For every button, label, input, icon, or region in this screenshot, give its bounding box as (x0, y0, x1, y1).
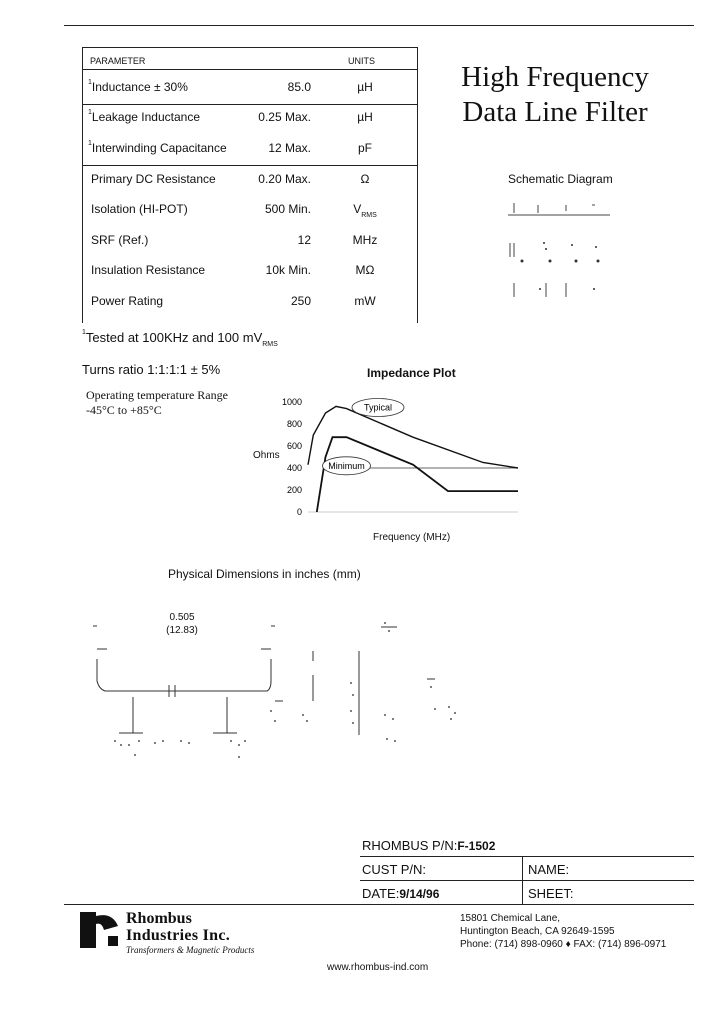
y-tick-label: 1000 (281, 397, 302, 407)
unit-text: V (353, 202, 362, 216)
table-row-unit (340, 172, 390, 186)
row-label-text: Leakage Inductance (91, 110, 200, 124)
sheet-field: SHEET: (528, 886, 574, 901)
name-field: NAME: (528, 862, 570, 877)
rhombus-pn (362, 838, 495, 853)
schematic-diagram (500, 195, 620, 305)
row-label-text: Interwinding Capacitance (91, 141, 227, 155)
legend-label: Minimum (328, 460, 365, 471)
unit-text: mW (354, 294, 376, 308)
date-value: 9/14/96 (399, 887, 440, 901)
address-line2: Huntington Beach, CA 92649-1595 (460, 926, 615, 937)
company-name (126, 910, 230, 944)
title-block-rule (360, 856, 694, 857)
unit-text: µH (357, 110, 373, 124)
title-block-rule (64, 904, 694, 905)
table-top-border (82, 47, 418, 48)
top-rule (64, 25, 694, 26)
title-line2: Data Line Filter (462, 96, 648, 128)
company-name-line1: Rhombus (126, 910, 192, 927)
table-row-label (88, 80, 188, 94)
table-row-value: 85.0 (287, 80, 311, 94)
header-parameter: PARAMETER (90, 56, 146, 66)
table-row-label (91, 172, 216, 186)
row-label-text: Primary DC Resistance (91, 172, 216, 186)
cust-pn: CUST P/N: (362, 862, 427, 877)
y-tick-label: 400 (286, 463, 302, 473)
date-label: DATE: (362, 886, 400, 901)
row-label-text: Power Rating (91, 294, 164, 308)
title-block-rule (360, 880, 694, 881)
y-tick-label: 200 (286, 485, 302, 495)
table-row-value: 250 (290, 294, 311, 308)
row-label-text: Inductance ± 30% (91, 80, 188, 94)
row-label-text: SRF (Ref.) (91, 233, 149, 247)
operating-range-value: -45°C to +85°C (86, 403, 162, 417)
operating-range-label: Operating temperature Range (86, 388, 228, 402)
chart-title: Impedance Plot (367, 366, 456, 380)
row-marker: 1 (88, 140, 92, 147)
y-tick-label: 600 (286, 441, 302, 451)
table-row-value: 12 Max. (268, 141, 311, 155)
phone-fax: Phone: (714) 898-0960 ♦ FAX: (714) 896-0971 (460, 939, 667, 950)
table-row-label (88, 141, 227, 155)
company-address (460, 912, 666, 951)
table-row-rule (82, 104, 418, 105)
unit-text: MHz (352, 233, 378, 247)
table-header-rule (82, 69, 418, 70)
operating-range (86, 388, 228, 418)
chart-ylabel: Ohms (253, 450, 280, 461)
table-row-unit (340, 263, 390, 277)
table-row-rule (82, 165, 418, 166)
table-row-unit (340, 110, 390, 124)
footnote-marker: 1 (82, 329, 86, 336)
company-tagline: Transformers & Magnetic Products (126, 945, 255, 955)
physical-dimensions-drawing (85, 615, 475, 765)
dimension-width-mm: (12.83) (166, 625, 198, 636)
table-row-value: 12 (297, 233, 311, 247)
dimensions-title: Physical Dimensions in inches (mm) (168, 567, 361, 581)
product-title (430, 60, 680, 130)
chart-xlabel: Frequency (MHz) (373, 532, 451, 543)
footnote (82, 329, 278, 348)
row-label-text: Insulation Resistance (91, 263, 206, 277)
unit-text: Ω (360, 172, 370, 186)
company-name-line2: Industries Inc. (126, 927, 231, 944)
unit-text: pF (357, 141, 372, 155)
table-row-label (91, 294, 163, 308)
table-row-value: 0.25 Max. (258, 110, 311, 124)
title-block-divider (522, 856, 523, 904)
row-marker: 1 (88, 109, 92, 116)
footnote-sub: RMS (262, 341, 278, 348)
turns-ratio: Turns ratio 1:1:1:1 ± 5% (82, 362, 221, 377)
title-line1: High Frequency (461, 61, 649, 93)
table-right-border (417, 47, 418, 323)
row-marker: 1 (88, 79, 92, 86)
pn-value: F-1502 (457, 839, 496, 853)
table-row-label (91, 202, 188, 216)
legend-label: Typical (363, 402, 393, 413)
y-tick-label: 800 (286, 419, 302, 429)
schematic-title: Schematic Diagram (508, 172, 613, 186)
pn-label: RHOMBUS P/N: (362, 838, 458, 853)
table-row-unit (340, 233, 390, 247)
row-label-text: Isolation (HI-POT) (91, 202, 188, 216)
unit-text: µH (357, 80, 373, 94)
table-row-value: 10k Min. (265, 263, 311, 277)
header-units: UNITS (348, 56, 375, 66)
company-website[interactable]: www.rhombus-ind.com (327, 962, 429, 973)
y-tick-label: 0 (296, 507, 302, 517)
table-row-label (91, 263, 205, 277)
unit-text: MΩ (355, 263, 375, 277)
table-row-label (91, 233, 148, 247)
dimension-width-in: 0.505 (169, 612, 195, 623)
rhombus-logo-icon (78, 910, 122, 950)
table-row-unit (340, 80, 390, 94)
table-row-value: 500 Min. (264, 202, 311, 216)
unit-subscript: RMS (361, 212, 377, 219)
table-row-unit (340, 202, 390, 219)
footnote-text: Tested at 100KHz and 100 mV (85, 330, 263, 345)
table-row-value: 0.20 Max. (258, 172, 311, 186)
table-row-label (88, 110, 200, 124)
table-row-unit (340, 141, 390, 155)
date (362, 886, 439, 901)
table-left-border (82, 47, 83, 323)
table-row-unit (340, 294, 390, 308)
impedance-chart (270, 388, 530, 528)
address-line1: 15801 Chemical Lane, (460, 913, 561, 924)
